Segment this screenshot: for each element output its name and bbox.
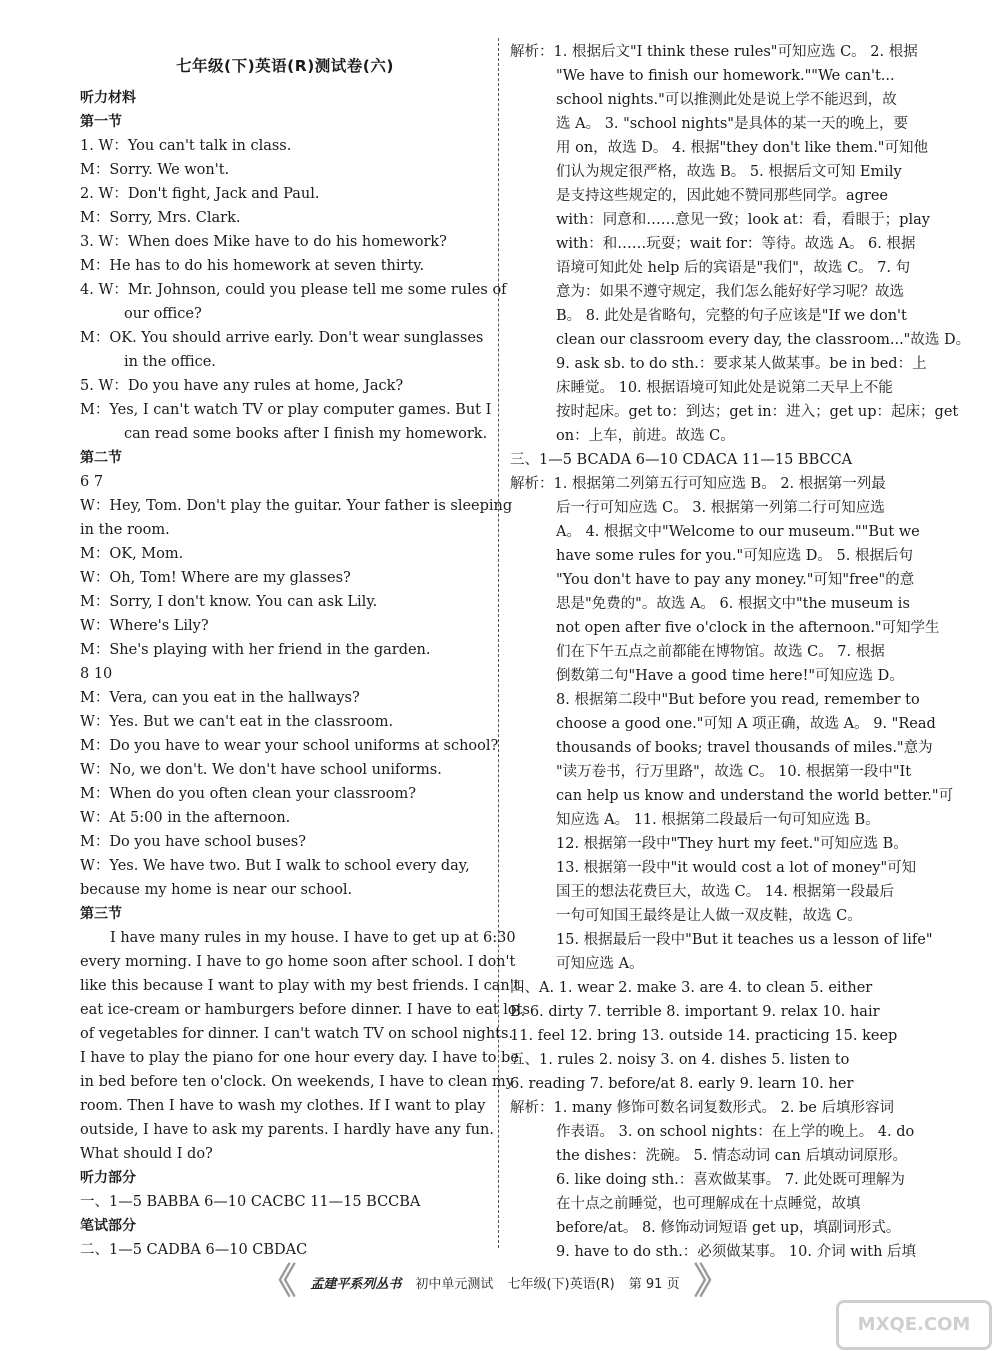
answer-line: "读万卷书，行万里路"，故选 C。 10. 根据第一段中"It	[556, 764, 912, 780]
text-line: 5. W：Do you have any rules at home, Jack?	[80, 378, 404, 394]
text-line: I have many rules in my house. I have to get up at 6:30	[110, 930, 516, 946]
chevron-right-icon: 》	[693, 1261, 730, 1302]
text-line: W：No, we don't. We don't have school uniforms.	[80, 762, 442, 778]
chevron-left-icon: 《	[260, 1261, 297, 1302]
page-footer	[185, 1262, 805, 1302]
left-column	[80, 40, 530, 1262]
text-line: 2. W：Don't fight, Jack and Paul.	[80, 186, 320, 202]
answer-line: 三、1—5 BCADA 6—10 CDACA 11—15 BBCCA	[510, 452, 853, 468]
answer-line: 是支持这些规定的，因此她不赞同那些同学。agree	[556, 188, 889, 204]
text-line: outside, I have to ask my parents. I hardly have any fun.	[80, 1122, 494, 1138]
answer-line: clean our classroom every day, the classroom..."故选 D。	[556, 332, 971, 348]
text-line: M：Yes, I can't watch TV or play computer games. But I	[80, 402, 492, 418]
text-line: M：OK. You should arrive early. Don't wear sunglasses	[80, 330, 484, 346]
text-line: 第二节	[80, 450, 122, 466]
text-line: M：He has to do his homework at seven thirty.	[80, 258, 425, 274]
answer-line: 后一行可知应选 C。 3. 根据第一列第二行可知应选	[556, 500, 885, 516]
text-line: in bed before ten o'clock. On weekends, I have to clean my	[80, 1074, 514, 1090]
text-line: W：Yes. We have two. But I walk to school every day,	[80, 858, 470, 874]
answer-line: 四、A. 1. wear 2. make 3. are 4. to clean 5. either	[510, 980, 873, 996]
text-line: because my home is near our school.	[80, 882, 353, 898]
text-line: can read some books after I finish my homework.	[124, 426, 488, 442]
answer-line: 一句可知国王最终是让人做一双皮鞋，故选 C。	[556, 908, 862, 924]
answer-line: 们在下午五点之前都能在博物馆。故选 C。 7. 根据	[556, 644, 885, 660]
answer-line: 语境可知此处 help 后的宾语是"我们"，故选 C。 7. 句	[556, 260, 911, 276]
answer-line: 13. 根据第一段中"it would cost a lot of money"可知	[556, 860, 917, 876]
answer-line: 们认为规定很严格，故选 B。 5. 根据后文可知 Emily	[556, 164, 902, 180]
text-line: 4. W：Mr. Johnson, could you please tell me some rules of	[80, 282, 507, 298]
text-line: eat ice-cream or hamburgers before dinner. I have to eat lots	[80, 1002, 530, 1018]
answer-line: A。 4. 根据文中"Welcome to our museum.""But we	[556, 524, 920, 540]
answer-line: 15. 根据最后一段中"But it teaches us a lesson of life"	[556, 932, 933, 948]
text-line: What should I do?	[80, 1146, 213, 1162]
text-line: 笔试部分	[80, 1218, 136, 1234]
answer-line: 倒数第二句"Have a good time here!"可知应选 D。	[556, 668, 904, 684]
text-line: 8 10	[80, 666, 113, 682]
answer-line: have some rules for you."可知应选 D。 5. 根据后句	[556, 548, 913, 564]
answer-line: 思是"免费的"。故选 A。 6. 根据文中"the museum is	[556, 596, 910, 612]
answer-line: choose a good one."可知 A 项正确，故选 A。 9. "Read	[556, 716, 936, 732]
text-line: W：Oh, Tom! Where are my glasses?	[80, 570, 351, 586]
answer-line: with：和……玩耍；wait for：等待。故选 A。 6. 根据	[556, 236, 916, 252]
answer-line: 6. reading 7. before/at 8. early 9. learn 10. her	[510, 1076, 854, 1092]
text-line: 一、1—5 BABBA 6—10 CACBC 11—15 BCCBA	[80, 1194, 421, 1210]
text-line: like this because I want to play with my best friends. I can't	[80, 978, 520, 994]
page-title: 七年级(下)英语(R)测试卷(六)	[176, 57, 394, 75]
text-line: 听力材料	[80, 90, 136, 106]
answer-line: 可知应选 A。	[556, 956, 644, 972]
text-line: our office?	[124, 306, 202, 322]
answer-line: before/at。 8. 修饰动词短语 get up，填副词形式。	[556, 1220, 901, 1236]
answer-line: 6. like doing sth.：喜欢做某事。 7. 此处既可理解为	[556, 1172, 905, 1188]
text-line: M：Sorry, Mrs. Clark.	[80, 210, 241, 226]
text-line: in the room.	[80, 522, 170, 538]
answer-line: B。 8. 此处是省略句，完整的句子应该是"If we don't	[556, 308, 907, 324]
text-line: M：OK, Mom.	[80, 546, 184, 562]
listening-material	[80, 86, 530, 1262]
text-line: 第三节	[80, 906, 122, 922]
answer-line: 12. 根据第一段中"They hurt my feet."可知应选 B。	[556, 836, 908, 852]
answer-line: the dishes：洗碗。 5. 情态动词 can 后填动词原形。	[556, 1148, 907, 1164]
text-line: 1. W：You can't talk in class.	[80, 138, 292, 154]
answer-line: with：同意和……意见一致；look at：看，看眼于；play	[556, 212, 930, 228]
answer-line: 8. 根据第二段中"But before you read, remember to	[556, 692, 920, 708]
answer-line: thousands of books; travel thousands of miles."意为	[556, 740, 933, 756]
text-line: M：Do you have school buses?	[80, 834, 307, 850]
answer-line: can help us know and understand the world better."可	[556, 788, 954, 804]
answer-line: 床睡觉。 10. 根据语境可知此处是说第二天早上不能	[556, 380, 893, 396]
text-line: 二、1—5 CADBA 6—10 CBDAC	[80, 1242, 308, 1258]
answer-line: 11. feel 12. bring 13. outside 14. practicing 15. keep	[510, 1028, 898, 1044]
footer-series: 孟建平系列丛书	[310, 1276, 402, 1292]
footer-book: 初中单元测试	[415, 1276, 494, 1292]
right-column	[510, 40, 971, 1264]
answer-line: 用 on，故选 D。 4. 根据"they don't like them."可知他	[556, 140, 928, 156]
answer-explanations	[510, 40, 971, 1264]
answer-line: 9. ask sb. to do sth.：要求某人做某事。be in bed：上	[556, 356, 927, 372]
answer-line: school nights."可以推测此处是说上学不能迟到，故	[556, 92, 897, 108]
text-line: W：At 5:00 in the afternoon.	[80, 810, 291, 826]
text-line: room. Then I have to wash my clothes. If I want to play	[80, 1098, 486, 1114]
answer-line: 意为：如果不遵守规定，我们怎么能好好学习呢？故选	[556, 284, 904, 300]
text-line: W：Hey, Tom. Don't play the guitar. Your father is sleeping	[80, 498, 513, 514]
answer-line: 作表语。 3. on school nights：在上学的晚上。 4. do	[556, 1124, 915, 1140]
answer-line: B. 6. dirty 7. terrible 8. important 9. relax 10. hair	[510, 1004, 880, 1020]
answer-line: 国王的想法花费巨大，故选 C。 14. 根据第一段最后	[556, 884, 894, 900]
answer-line: 选 A。 3. "school nights"是具体的某一天的晚上，要	[556, 116, 908, 132]
text-line: 6 7	[80, 474, 104, 490]
text-line: I have to play the piano for one hour every day. I have to be	[80, 1050, 519, 1066]
text-line: W：Yes. But we can't eat in the classroom.	[80, 714, 394, 730]
text-line: every morning. I have to go home soon after school. I don't	[80, 954, 516, 970]
answer-line: 在十点之前睡觉，也可理解成在十点睡觉，故填	[556, 1196, 861, 1212]
answer-line: 五、1. rules 2. noisy 3. on 4. dishes 5. listen to	[510, 1052, 850, 1068]
answer-line: 解析：1. many 修饰可数名词复数形式。 2. be 后填形容词	[510, 1100, 895, 1116]
answer-line: on：上车，前进。故选 C。	[556, 428, 735, 444]
text-line: 3. W：When does Mike have to do his homework?	[80, 234, 447, 250]
text-line: M：Sorry. We won't.	[80, 162, 230, 178]
text-line: 听力部分	[80, 1170, 136, 1186]
text-line: in the office.	[124, 354, 216, 370]
text-line: M：Sorry, I don't know. You can ask Lily.	[80, 594, 378, 610]
watermark-stamp: MXQE.COM	[836, 1300, 992, 1350]
answer-line: 按时起床。get to：到达；get in：进入；get up：起床；get	[556, 404, 959, 420]
text-line: M：When do you often clean your classroom?	[80, 786, 416, 802]
answer-line: not open after five o'clock in the afternoon."可知学生	[556, 620, 940, 636]
text-line: W：Where's Lily?	[80, 618, 209, 634]
footer-page: 第 91 页	[628, 1276, 680, 1292]
answer-line: 解析：1. 根据第二列第五行可知应选 B。 2. 根据第一列最	[510, 476, 886, 492]
footer-subject: 七年级(下)英语(R)	[507, 1276, 615, 1292]
text-line: of vegetables for dinner. I can't watch TV on school nights.	[80, 1026, 514, 1042]
text-line: M：Do you have to wear your school uniforms at school?	[80, 738, 499, 754]
text-line: 第一节	[80, 114, 122, 130]
text-line: M：Vera, can you eat in the hallways?	[80, 690, 360, 706]
column-divider	[498, 38, 499, 1248]
text-line: M：She's playing with her friend in the garden.	[80, 642, 431, 658]
answer-line: 知应选 A。 11. 根据第二段最后一句可知应选 B。	[556, 812, 880, 828]
answer-line: 9. have to do sth.：必须做某事。 10. 介词 with 后填	[556, 1244, 917, 1260]
answer-line: 解析：1. 根据后文"I think these rules"可知应选 C。 2. 根据	[510, 44, 918, 60]
answer-line: "You don't have to pay any money."可知"free"的意	[556, 572, 915, 588]
answer-line: "We have to finish our homework.""We can't...	[556, 68, 895, 84]
